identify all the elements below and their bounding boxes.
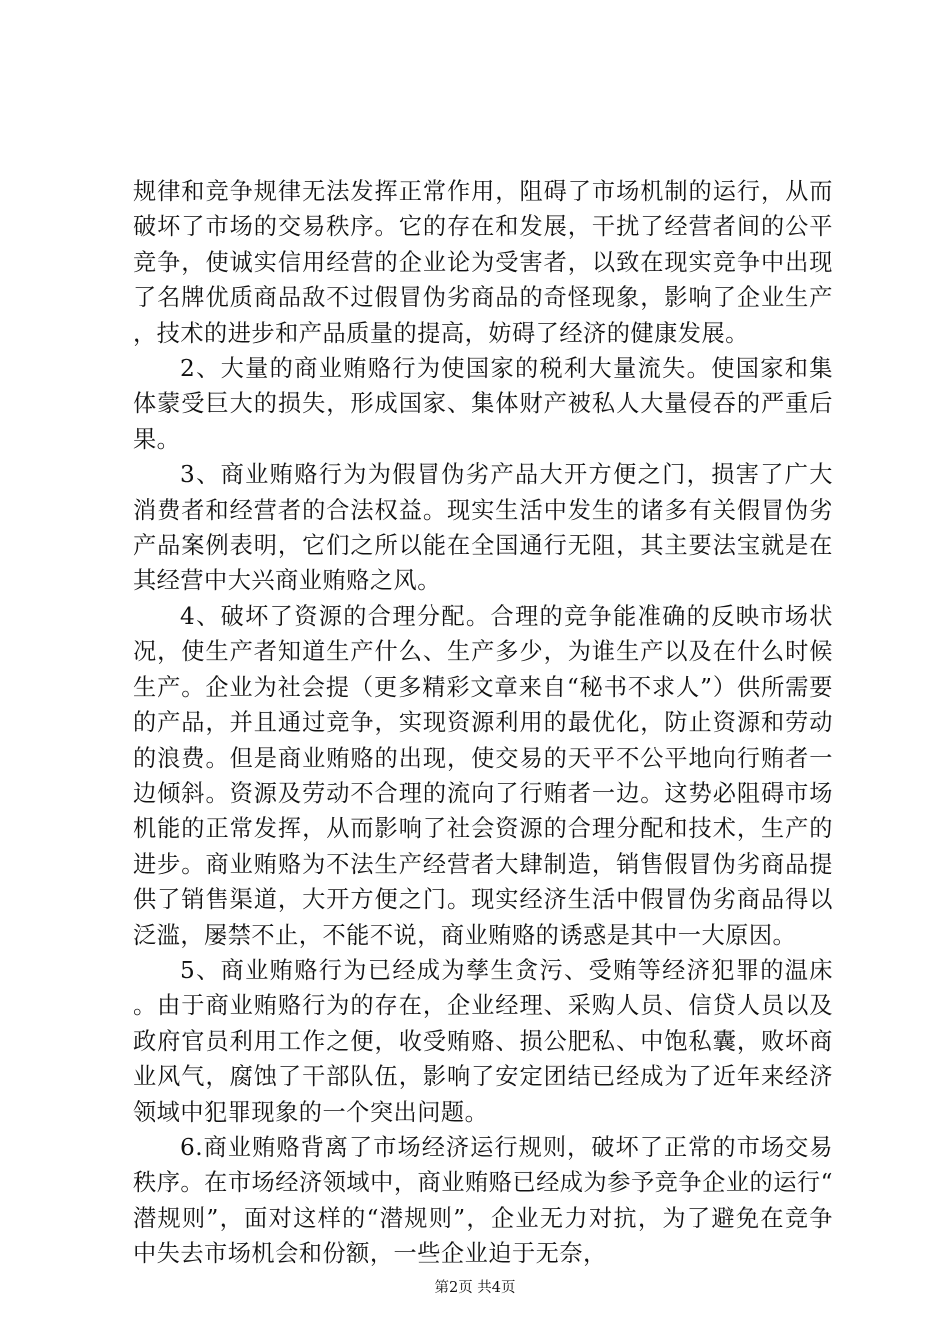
paragraph-6: 6.商业贿赂背离了市场经济运行规则，破坏了正常的市场交易秩序。在市场经济领域中，商业贿赂已经成为参予竞争企业的运行“潜规则”，面对这样的“潜规则”，企业无力对抗，为了避免在竞争中失去市场机会和份额，一些企业迫于无奈，	[133, 1133, 833, 1268]
document-body	[133, 174, 833, 1272]
paragraph-2: 2、大量的商业贿赂行为使国家的税利大量流失。使国家和集体蒙受巨大的损失，形成国家、集体财产被私人大量侵吞的严重后果。	[133, 355, 833, 453]
paragraph-5: 5、商业贿赂行为已经成为孳生贪污、受贿等经济犯罪的温床。由于商业贿赂行为的存在，企业经理、采购人员、信贷人员以及政府官员利用工作之便，收受贿赂、损公肥私、中饱私囊，败坏商业风气，腐蚀了干部队伍，影响了安定团结已经成为了近年来经济领域中犯罪现象的一个突出问题。	[133, 956, 833, 1126]
paragraph-1: 规律和竞争规律无法发挥正常作用，阻碍了市场机制的运行，从而破坏了市场的交易秩序。它的存在和发展，干扰了经营者间的公平竞争，使诚实信用经营的企业论为受害者，以致在现实竞争中出现了名牌优质商品敌不过假冒伪劣商品的奇怪现象，影响了企业生产，技术的进步和产品质量的提高，妨碍了经济的健康发展。	[133, 178, 833, 347]
paragraph-3: 3、商业贿赂行为为假冒伪劣产品大开方便之门，损害了广大消费者和经营者的合法权益。现实生活中发生的诸多有关假冒伪劣产品案例表明，它们之所以能在全国通行无阻，其主要法宝就是在其经营中大兴商业贿赂之风。	[133, 461, 833, 595]
paragraph-4: 4、破坏了资源的合理分配。合理的竞争能准确的反映市场状况，使生产者知道生产什么、生产多少，为谁生产以及在什么时候生产。企业为社会提（更多精彩文章来自“秘书不求人”）供所需要的产品，并且通过竞争，实现资源利用的最优化，防止资源和劳动的浪费。但是商业贿赂的出现，使交易的天平不公平地向行贿者一边倾斜。资源及劳动不合理的流向了行贿者一边。这势必阻碍市场机能的正常发挥，从而影响了社会资源的合理分配和技术，生产的进步。商业贿赂为不法生产经营者大肆制造，销售假冒伪劣商品提供了销售渠道，大开方便之门。现实经济生活中假冒伪劣商品得以泛滥，屡禁不止，不能不说，商业贿赂的诱惑是其中一大原因。	[133, 602, 833, 949]
page-number-footer: 第2页 共4页	[434, 1280, 516, 1296]
